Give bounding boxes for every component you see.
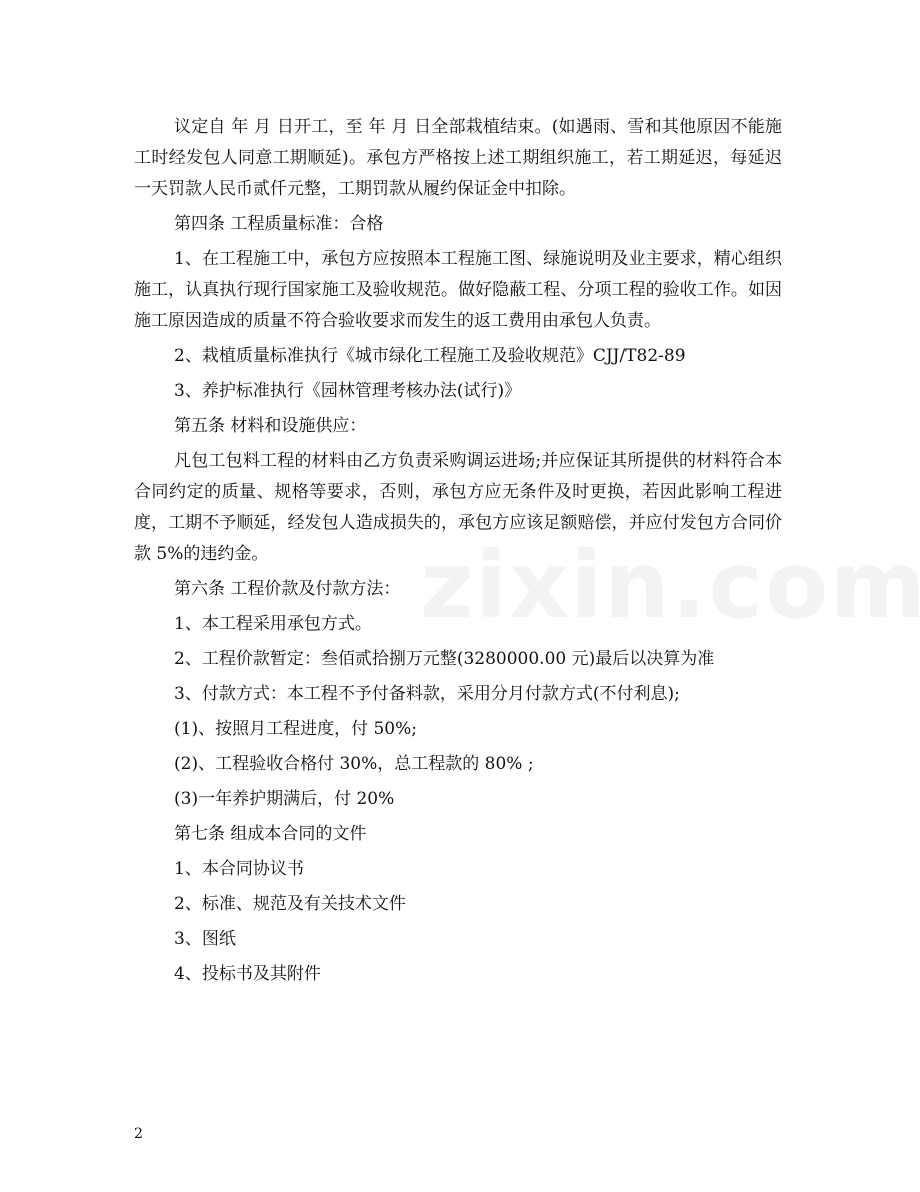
- page-number: 2: [134, 1126, 143, 1142]
- paragraph-contract-file-1: 1、本合同协议书: [174, 859, 304, 879]
- paragraph-materials: 凡包工包料工程的材料由乙方负责采购调运进场;并应保证其所提供的材料符合本合同约定的质量、规格等要求，否则，承包方应无条件及时更换，若因此影响工程进度，工期不予顺延，经发包人造成损失的，承包方应该足额赔偿，并应付发包方合同价款 5%的违约金。: [134, 451, 782, 564]
- paragraph-payment-1: 1、本工程采用承包方式。: [174, 614, 372, 634]
- paragraph-payment-stage-3: (3)一年养护期满后，付 20%: [174, 789, 395, 809]
- paragraph-payment-stage-1: (1)、按照月工程进度，付 50%;: [174, 719, 417, 739]
- paragraph-payment-2: 2、工程价款暂定：叁佰贰拾捌万元整(3280000.00 元)最后以决算为准: [174, 649, 715, 669]
- paragraph-contract-file-4: 4、投标书及其附件: [174, 964, 321, 984]
- paragraph-payment-3: 3、付款方式：本工程不予付备料款，采用分月付款方式(不付利息);: [174, 684, 680, 704]
- paragraph-schedule: 议定自 年 月 日开工，至 年 月 日全部栽植结束。(如遇雨、雪和其他原因不能施工时经发包人同意工期顺延)。承包方严格按上述工期组织施工，若工期延迟，每延迟一天罚款人民币贰仟元整，工期罚款从履约保证金中扣除。: [134, 117, 782, 199]
- paragraph-quality-2: 2、栽植质量标准执行《城市绿化工程施工及验收规范》CJJ/T82-89: [174, 346, 686, 366]
- heading-article-5: 第五条 材料和设施供应：: [174, 416, 367, 436]
- paragraph-contract-file-3: 3、图纸: [174, 929, 236, 949]
- heading-article-7: 第七条 组成本合同的文件: [174, 824, 367, 844]
- paragraph-quality-1: 1、在工程施工中，承包方应按照本工程施工图、绿施说明及业主要求，精心组织施工，认真执行现行国家施工及验收规范。做好隐蔽工程、分项工程的验收工作。如因施工原因造成的质量不符合验收要求而发生的返工费用由承包人负责。: [134, 249, 782, 331]
- heading-article-6: 第六条 工程价款及付款方法：: [174, 579, 401, 599]
- paragraph-contract-file-2: 2、标准、规范及有关技术文件: [174, 894, 406, 914]
- paragraph-quality-3: 3、养护标准执行《园林管理考核办法(试行)》: [174, 381, 522, 401]
- heading-article-4: 第四条 工程质量标准：合格: [174, 214, 384, 234]
- paragraph-payment-stage-2: (2)、工程验收合格付 30%，总工程款的 80% ;: [174, 754, 534, 774]
- document-body: [134, 112, 782, 990]
